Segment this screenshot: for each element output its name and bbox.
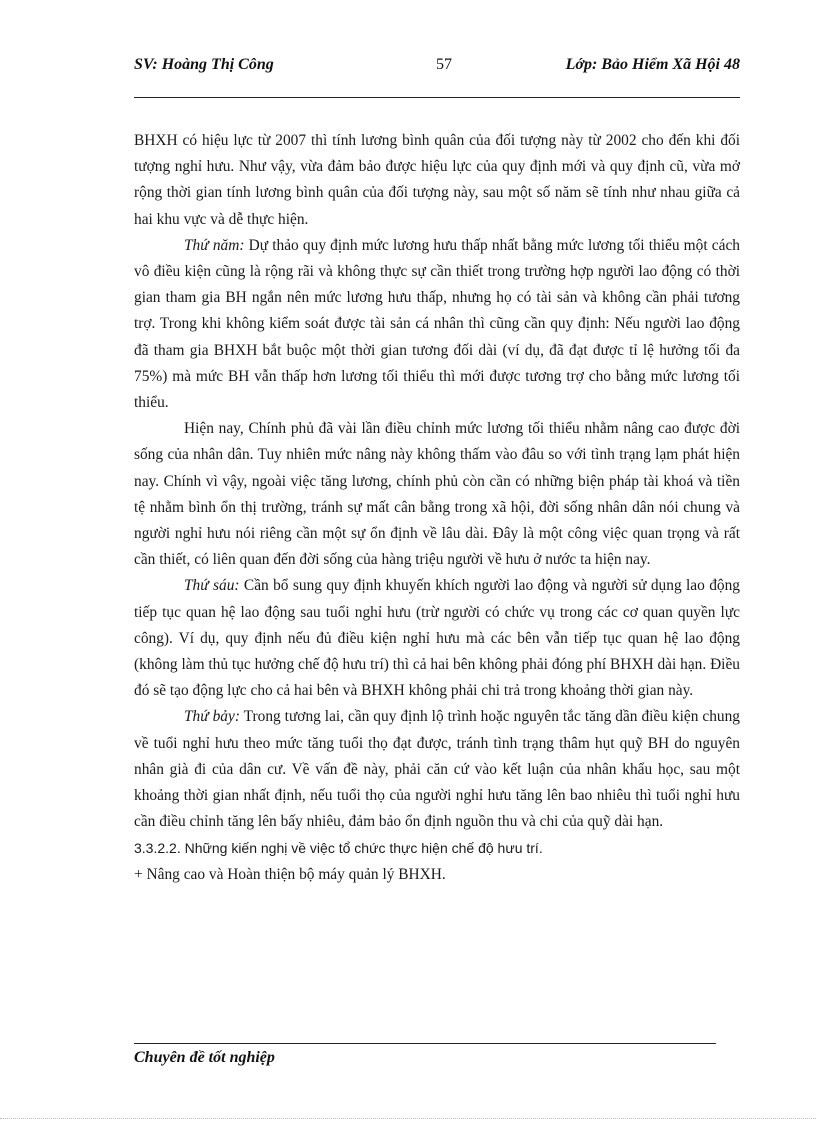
paragraph-thu-nam: [134, 233, 740, 416]
paragraph-continuation: BHXH có hiệu lực từ 2007 thì tính lương bình quân của đối tượng này từ 2002 cho đến khi đối tượng nghỉ hưu. Như vậy, vừa đảm bảo được hiệu lực của quy định mới và quy định cũ, vừa mở rộng thời gian tính lương bình quân của đối tượng này, sau một số năm sẽ tính như nhau giữa cả hai khu vực và dễ thực hiện.: [134, 132, 740, 228]
paragraph-thu-sau: [134, 573, 740, 704]
header-class-name: Lớp: Bảo Hiểm Xã Hội 48: [565, 56, 740, 73]
page-bottom-edge: [0, 1118, 816, 1119]
paragraph-text-thu-bay: Trong tương lai, cần quy định lộ trình hoặc nguyên tắc tăng dần điều kiện chung về tuổi nghỉ hưu theo mức tăng tuổi thọ đạt được, tránh tình trạng thâm hụt quỹ BH do nguyên nhân già đi của dân cư. Về vấn đề này, phải căn cứ vào kết luận của nhân khẩu học, sau một khoảng thời gian nhất định, nếu tuổi thọ của người nghỉ hưu tăng lên bao nhiêu thì tuổi nghỉ hưu cần điều chỉnh tăng lên bấy nhiêu, đảm bảo ổn định nguồn thu và chi của quỹ dài hạn.: [134, 708, 740, 831]
header-student-name: SV: Hoàng Thị Công: [134, 56, 274, 73]
paragraph-thu-bay: [134, 704, 740, 835]
page-header: [134, 56, 740, 82]
paragraph-lead-thu-bay: Thứ bảy:: [184, 708, 240, 726]
paragraph-lead-thu-nam: Thứ năm:: [184, 236, 245, 254]
paragraph-text-thu-nam: Dự thảo quy định mức lương hưu thấp nhất bằng mức lương tối thiểu một cách vô điều kiện cũng là rộng rãi và không thực sự cần thiết trong trường hợp người lao động có thời gian tham gia BH ngắn nên mức lương hưu thấp, nhưng họ có tài sản và không cần phải tương trợ. Trong khi không kiểm soát được tài sản cá nhân thì cũng cần quy định: Nếu người lao động đã tham gia BHXH bắt buộc một thời gian tương đối dài (ví dụ, đã đạt được tỉ lệ hưởng tối đa 75%) mà mức BH vẫn thấp hơn lương tối thiểu thì mới được tương trợ cho bằng mức lương tối thiểu.: [134, 236, 740, 412]
footer-divider: [134, 1043, 716, 1044]
document-body: [134, 128, 740, 888]
header-page-number: 57: [436, 56, 452, 73]
header-divider: [134, 97, 740, 98]
section-heading: 3.3.2.2. Những kiến nghị về việc tổ chức thực hiện chế độ hưu trí.: [134, 840, 543, 857]
page-footer: Chuyên đề tốt nghiệp: [134, 1049, 275, 1066]
bullet-item: + Nâng cao và Hoàn thiện bộ máy quản lý BHXH.: [134, 865, 446, 883]
paragraph-hien-nay: Hiện nay, Chính phủ đã vài lần điều chỉnh mức lương tối thiểu nhằm nâng cao được đời sống của nhân dân. Tuy nhiên mức nâng này không thấm vào đâu so với tình trạng lạm phát hiện nay. Chính vì vậy, ngoài việc tăng lương, chính phủ còn cần có những biện pháp tài khoá và tiền tệ nhằm bình ổn thị trường, tránh sự mất cân bằng trong xã hội, đời sống nhân dân nói chung và người nghỉ hưu nói riêng cần một sự ổn định về lâu dài. Đây là một công việc quan trọng và rất cần thiết, có liên quan đến đời sống của hàng triệu người về hưu ở nước ta hiện nay.: [134, 420, 740, 569]
paragraph-text-thu-sau: Cần bổ sung quy định khuyến khích người lao động và người sử dụng lao động tiếp tục quan hệ lao động sau tuổi nghỉ hưu (trừ người có chức vụ trong các cơ quan quyền lực công). Ví dụ, quy định nếu đủ điều kiện nghỉ hưu mà các bên vẫn tiếp tục quan hệ lao động (không làm thủ tục hưởng chế độ hưu trí) thì cả hai bên không phải đóng phí BHXH dài hạn. Điều đó sẽ tạo động lực cho cả hai bên và BHXH không phải chi trả trong khoảng thời gian này.: [134, 577, 740, 700]
paragraph-lead-thu-sau: Thứ sáu:: [184, 577, 240, 595]
